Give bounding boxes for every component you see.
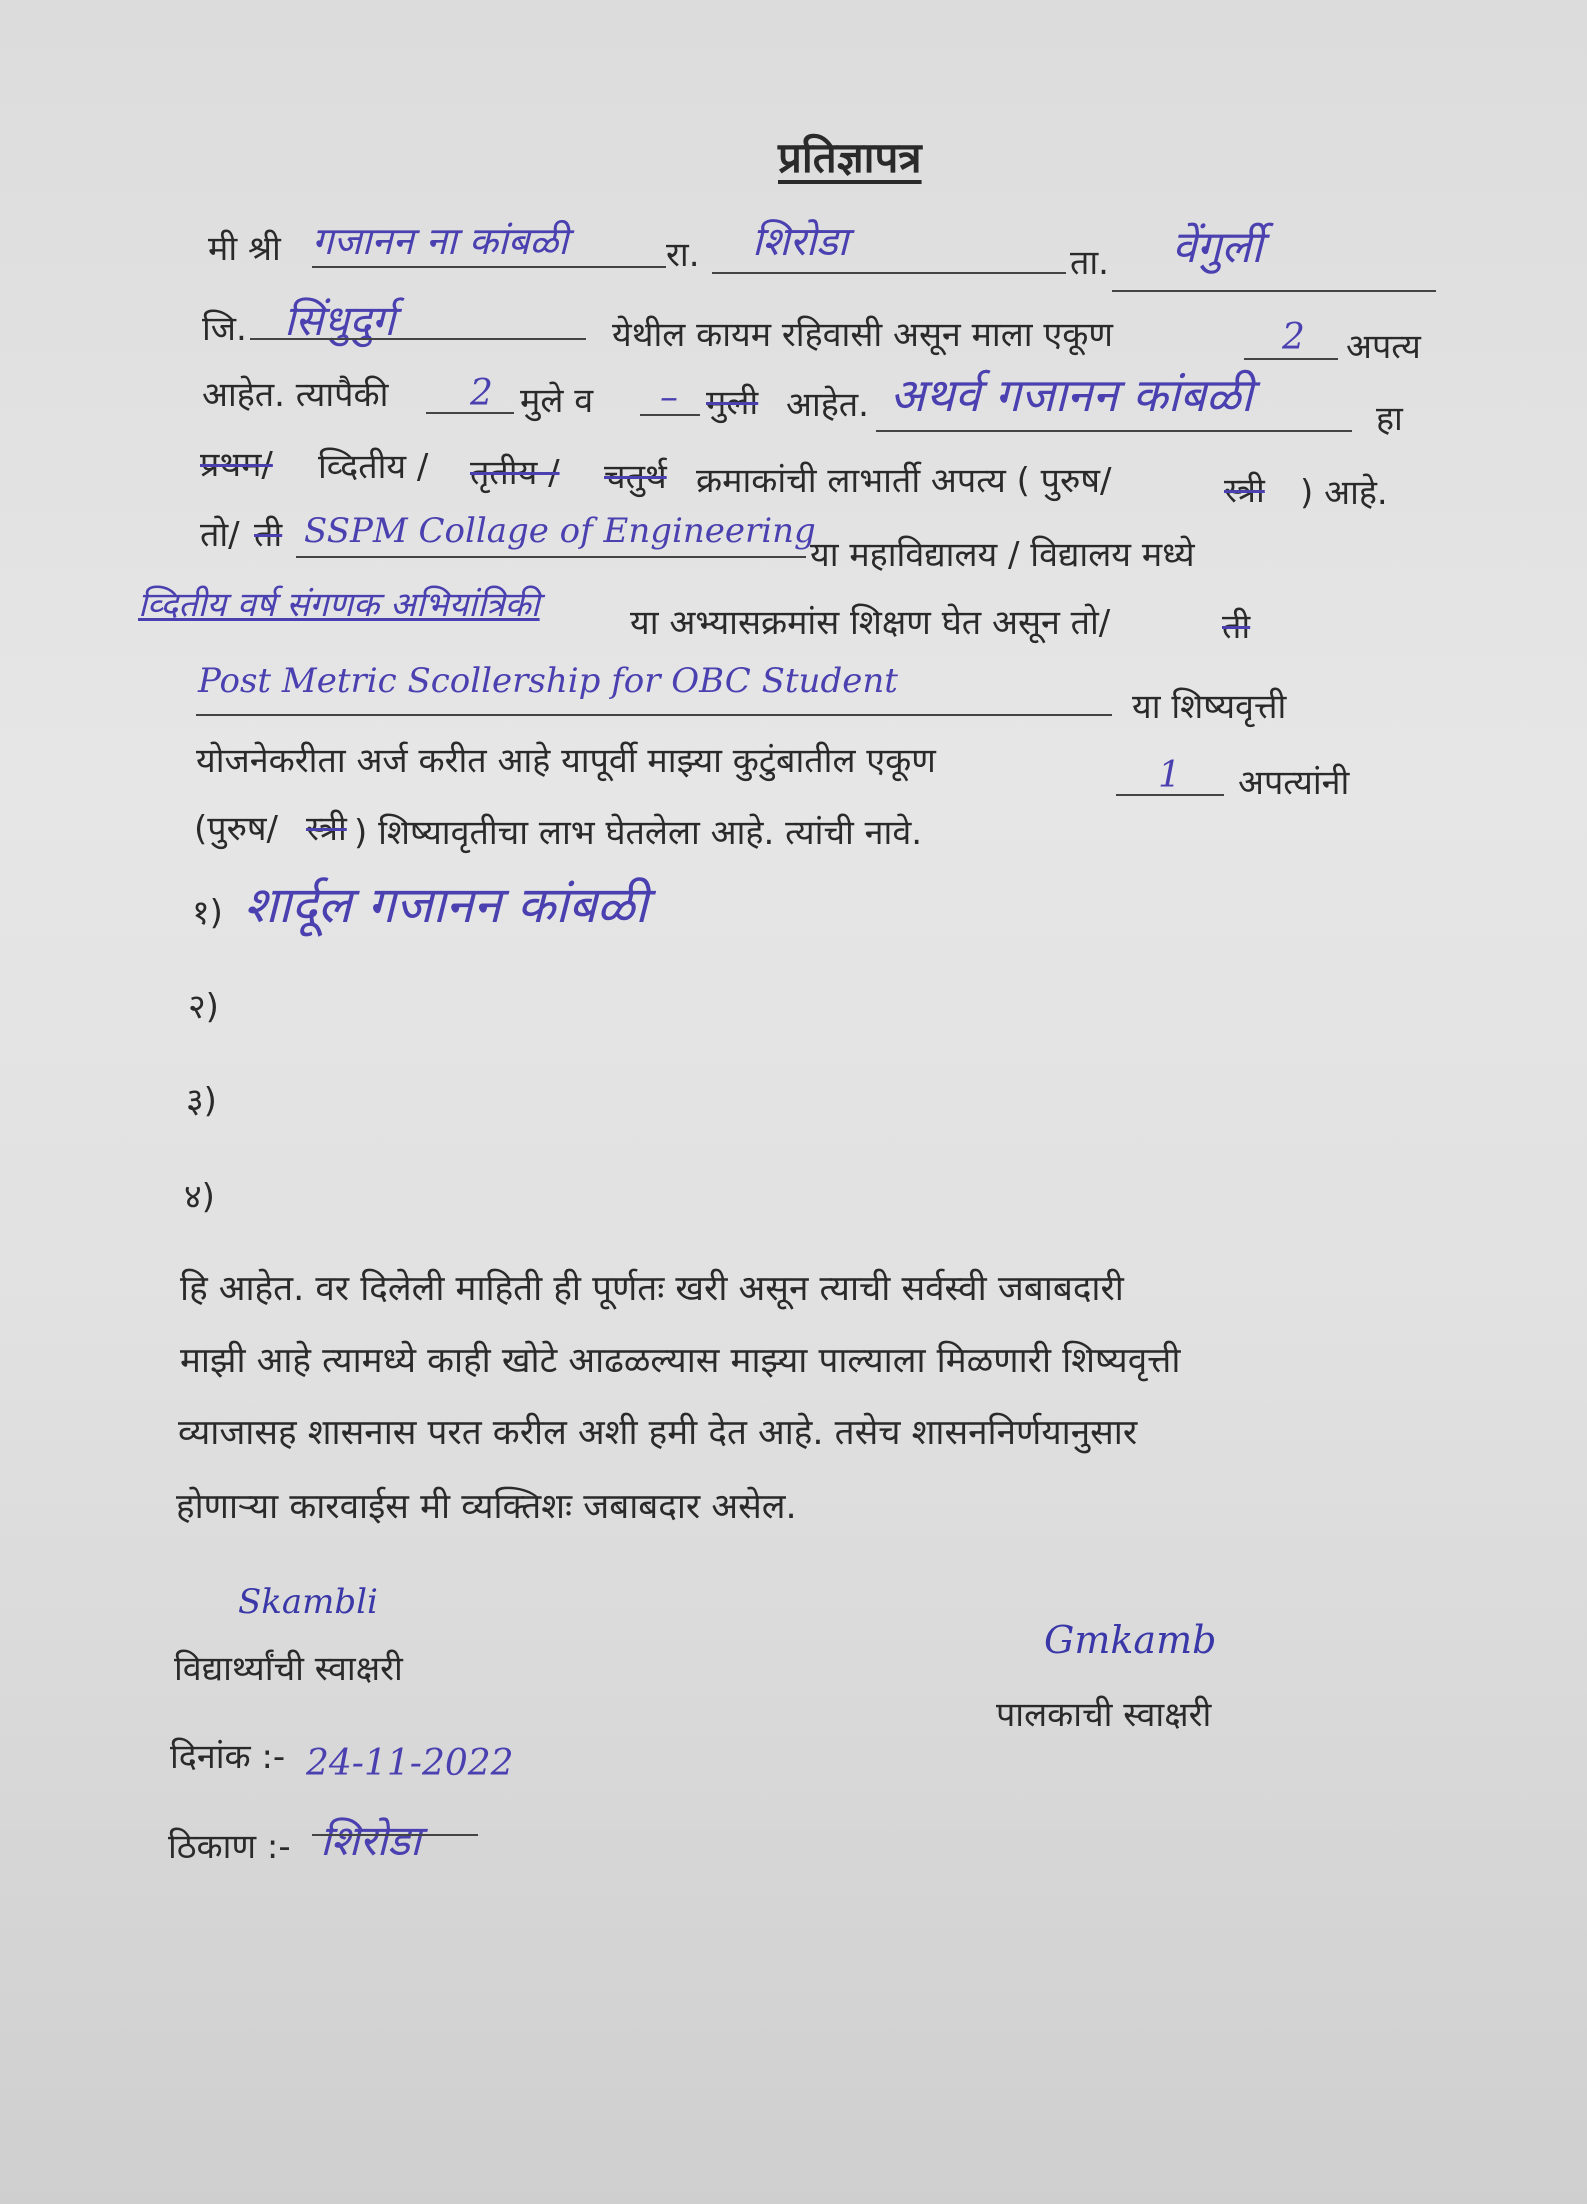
student-signature: Skambli	[238, 1582, 378, 1622]
date-label: दिनांक :-	[170, 1737, 286, 1777]
course-name: व्दितीय वर्ष संगणक अभियांत्रिकी	[138, 585, 540, 625]
parent-signature-label: पालकाची स्वाक्षरी	[996, 1695, 1212, 1735]
declaration-line-4: होणाऱ्या कारवाईस मी व्यक्तिशः जबाबदार असेल.	[176, 1487, 797, 1527]
scheme-blank	[196, 714, 1112, 716]
line3-mid: मुले व	[520, 381, 594, 421]
line9-text2: ) शिष्यावृतीचा लाभ घेतलेला आहे. त्यांची नावे.	[354, 813, 923, 853]
declaration-line-2: माझी आहे त्यामध्ये काही खोटे आढळल्यास माझ्या पाल्याला मिळणारी शिष्यवृत्ती	[180, 1341, 1181, 1381]
parent-signature: Gmkamb	[1044, 1618, 1217, 1662]
line6-she: ती	[1222, 607, 1251, 647]
order-first: प्रथम/	[200, 445, 273, 485]
place-blank	[312, 1834, 478, 1836]
daughters-count: –	[660, 377, 678, 418]
taluka-blank	[1112, 290, 1436, 292]
college-name: SSPM Collage of Engineering	[304, 511, 816, 551]
child-name-blank	[876, 430, 1352, 432]
name1-value: शार्दूल गजानन कांबळी	[244, 876, 648, 934]
scheme-name: Post Metric Scollership for OBC Student	[198, 661, 898, 701]
line1-prefix: मी श्री	[208, 229, 281, 269]
line4-text: क्रमाकांची लाभार्ती अपत्य ( पुरुष/	[696, 461, 1112, 501]
daughters-blank	[640, 414, 700, 416]
daughters-label: मुली	[706, 383, 759, 423]
date-value: 24-11-2022	[306, 1743, 514, 1784]
name-blank	[312, 266, 666, 268]
name2-number: २)	[188, 987, 219, 1027]
line9-text1: (पुरुष/	[194, 809, 279, 849]
order-fourth: चतुर्थ	[604, 457, 667, 497]
line2-text: येथील कायम रहिवासी असून माला एकूण	[612, 315, 1113, 355]
declaration-line-1: हि आहेत. वर दिलेली माहिती ही पूर्णतः खरी असून त्याची सर्वस्वी जबाबदारी	[180, 1269, 1124, 1309]
place-label: ठिकाण :-	[168, 1827, 291, 1867]
declaration-line-3: व्याजासह शासनास परत करील अशी हमी देत आहे. तसेच शासननिर्णयानुसार	[178, 1413, 1138, 1453]
line5-prefix: तो/	[200, 515, 240, 555]
line4-female: स्त्री	[1224, 471, 1265, 511]
line4-suffix: ) आहे.	[1300, 473, 1388, 513]
child-name: अथर्व गजानन कांबळी	[890, 368, 1253, 422]
sons-count: 2	[470, 373, 493, 414]
sons-blank	[426, 412, 514, 414]
line9-female: स्त्री	[306, 809, 347, 849]
village-label: रा.	[666, 235, 700, 275]
name1-number: १)	[192, 893, 223, 933]
applicant-name: गजानन ना कांबळी	[312, 219, 569, 263]
children-total: 2	[1282, 317, 1305, 358]
district-blank	[250, 338, 586, 340]
village-blank	[712, 272, 1066, 274]
order-second: व्दितीय /	[318, 447, 429, 487]
college-blank	[296, 556, 806, 558]
line5-she: ती	[254, 515, 283, 555]
line2-suffix: अपत्य	[1346, 327, 1421, 367]
line3-prefix: आहेत. त्यापैकी	[202, 375, 389, 415]
line5-text: या महाविद्यालय / विद्यालय मध्ये	[810, 535, 1195, 575]
line3-after: आहेत.	[786, 385, 869, 425]
children-blank	[1244, 358, 1338, 360]
line3-suffix: हा	[1376, 399, 1403, 439]
line8-text: योजनेकरीता अर्ज करीत आहे यापूर्वी माझ्या कुटुंबातील एकूण	[196, 741, 936, 781]
document-title: प्रतिज्ञापत्र	[778, 133, 922, 182]
line7-text: या शिष्यवृत्ती	[1132, 687, 1287, 727]
name3-number: ३)	[186, 1081, 217, 1121]
line8-suffix: अपत्यांनी	[1238, 763, 1350, 803]
village-value: शिरोडा	[752, 219, 849, 265]
order-third: तृतीय /	[470, 453, 560, 493]
district-label: जि.	[202, 309, 247, 349]
prior-count: 1	[1158, 755, 1181, 796]
place-value: शिरोडा	[320, 1816, 421, 1865]
prior-count-blank	[1116, 794, 1224, 796]
district-value: सिंधुदुर्ग	[284, 296, 396, 345]
name4-number: ४)	[184, 1177, 215, 1217]
taluka-label: ता.	[1070, 243, 1109, 283]
taluka-value: वेंगुर्ली	[1172, 222, 1263, 273]
student-signature-label: विद्यार्थ्यांची स्वाक्षरी	[174, 1649, 403, 1689]
line6-text: या अभ्यासक्रमांस शिक्षण घेत असून तो/	[630, 603, 1111, 643]
